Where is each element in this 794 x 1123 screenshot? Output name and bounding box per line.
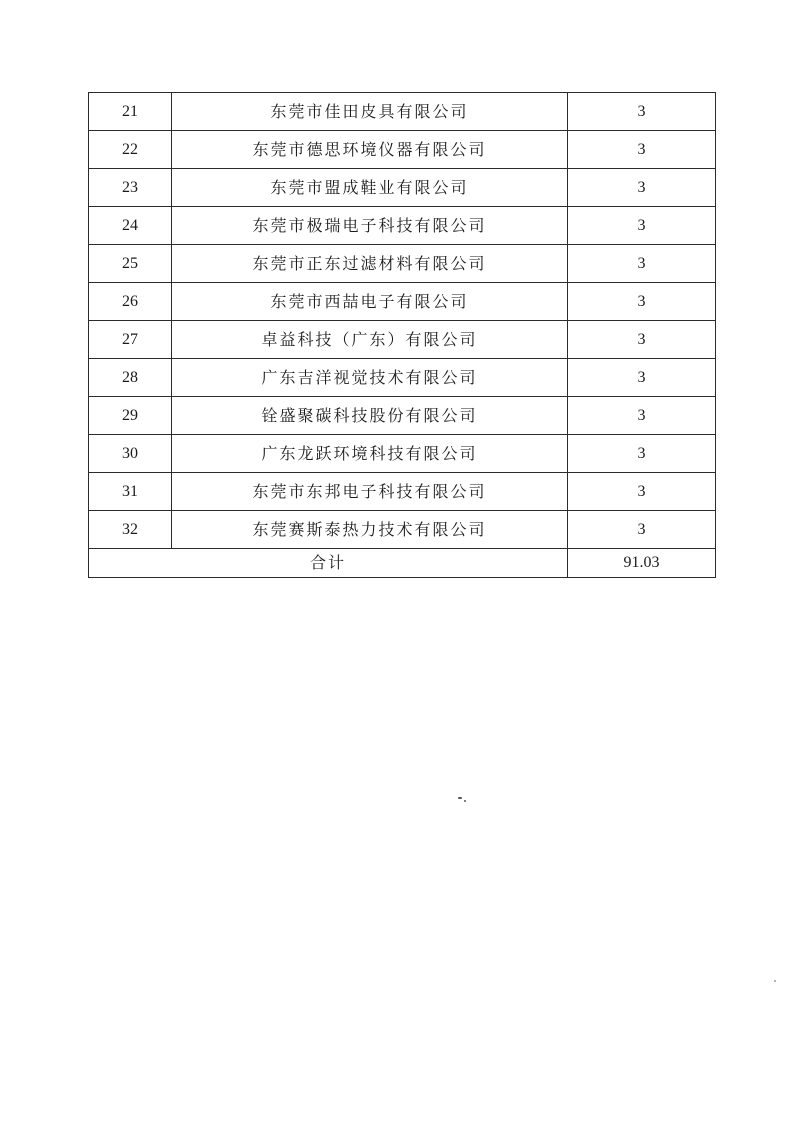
total-row bbox=[89, 549, 716, 578]
company-table-body bbox=[89, 93, 716, 578]
row-index: 29 bbox=[89, 397, 172, 435]
table-row bbox=[89, 207, 716, 245]
row-index: 28 bbox=[89, 359, 172, 397]
company-name: 东莞市佳田皮具有限公司 bbox=[172, 93, 568, 131]
row-value: 3 bbox=[568, 283, 716, 321]
total-value: 91.03 bbox=[568, 549, 716, 578]
row-index: 22 bbox=[89, 131, 172, 169]
row-value: 3 bbox=[568, 397, 716, 435]
row-value: 3 bbox=[568, 359, 716, 397]
table-row bbox=[89, 283, 716, 321]
table-row bbox=[89, 93, 716, 131]
company-name: 广东吉洋视觉技术有限公司 bbox=[172, 359, 568, 397]
table-row bbox=[89, 169, 716, 207]
table-row bbox=[89, 397, 716, 435]
company-name: 铨盛聚碳科技股份有限公司 bbox=[172, 397, 568, 435]
row-index: 26 bbox=[89, 283, 172, 321]
table-row bbox=[89, 131, 716, 169]
company-name: 东莞市正东过滤材料有限公司 bbox=[172, 245, 568, 283]
company-name: 东莞市极瑞电子科技有限公司 bbox=[172, 207, 568, 245]
company-name: 东莞市东邦电子科技有限公司 bbox=[172, 473, 568, 511]
table-row bbox=[89, 359, 716, 397]
row-value: 3 bbox=[568, 207, 716, 245]
company-name: 东莞市盟成鞋业有限公司 bbox=[172, 169, 568, 207]
scan-speck bbox=[774, 980, 776, 982]
company-name: 东莞市西喆电子有限公司 bbox=[172, 283, 568, 321]
row-index: 27 bbox=[89, 321, 172, 359]
row-index: 21 bbox=[89, 93, 172, 131]
row-value: 3 bbox=[568, 473, 716, 511]
row-value: 3 bbox=[568, 169, 716, 207]
scan-speck bbox=[464, 800, 466, 802]
total-label: 合计 bbox=[89, 549, 568, 578]
row-index: 32 bbox=[89, 511, 172, 549]
row-index: 30 bbox=[89, 435, 172, 473]
company-name: 广东龙跃环境科技有限公司 bbox=[172, 435, 568, 473]
row-value: 3 bbox=[568, 131, 716, 169]
row-index: 24 bbox=[89, 207, 172, 245]
table-row bbox=[89, 511, 716, 549]
row-index: 31 bbox=[89, 473, 172, 511]
company-table bbox=[88, 92, 716, 578]
row-index: 25 bbox=[89, 245, 172, 283]
scan-speck bbox=[458, 797, 462, 799]
table-row bbox=[89, 245, 716, 283]
row-value: 3 bbox=[568, 245, 716, 283]
table-row bbox=[89, 321, 716, 359]
table-row bbox=[89, 435, 716, 473]
row-value: 3 bbox=[568, 321, 716, 359]
company-name: 东莞市德思环境仪器有限公司 bbox=[172, 131, 568, 169]
company-name: 东莞赛斯泰热力技术有限公司 bbox=[172, 511, 568, 549]
row-value: 3 bbox=[568, 511, 716, 549]
company-name: 卓益科技（广东）有限公司 bbox=[172, 321, 568, 359]
table-row bbox=[89, 473, 716, 511]
row-index: 23 bbox=[89, 169, 172, 207]
row-value: 3 bbox=[568, 435, 716, 473]
row-value: 3 bbox=[568, 93, 716, 131]
